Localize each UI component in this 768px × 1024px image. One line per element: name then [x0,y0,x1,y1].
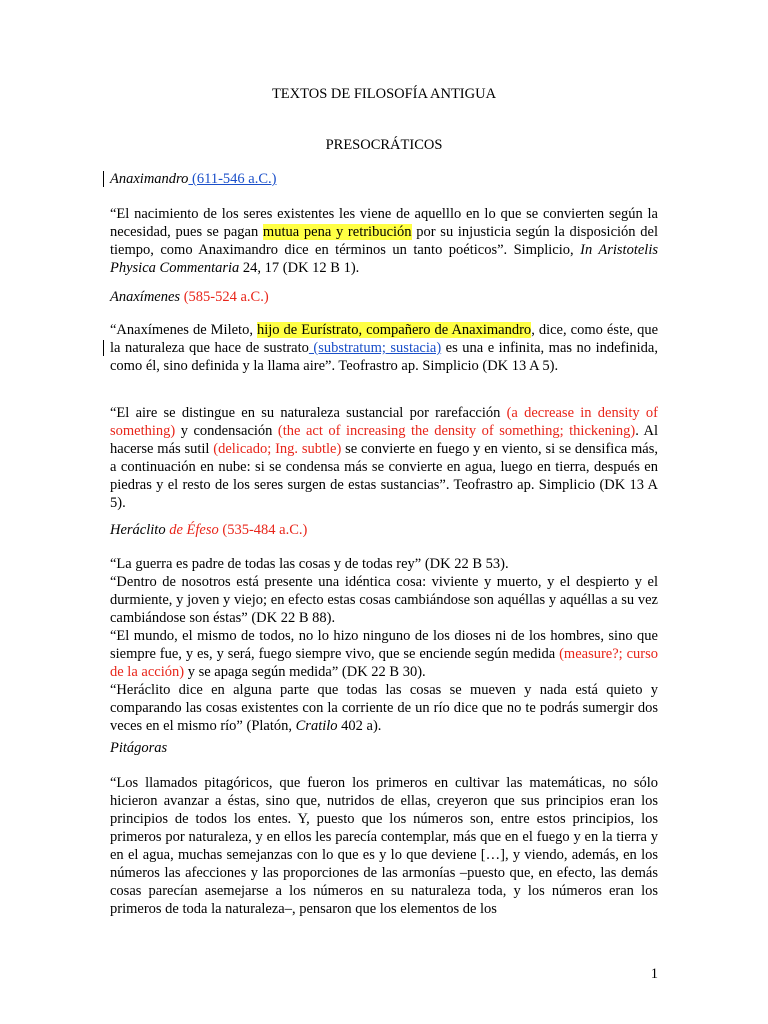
revision-mark [103,171,104,187]
annotation-note: (measure?; curso de la acción) [110,646,658,680]
quote-heraclito-1: “La guerra es padre de todas las cosas y de todas rey” (DK 22 B 53). [110,556,509,572]
quote-heraclito-4: “Heráclito dice en alguna parte que todas las cosas se mueven y nada está quieto y comparando las cosas existentes con la corriente de un río dice que no te podrás sumergir dos veces en el mismo río” (Platón, Cratilo 402 a). [110,682,658,734]
quote-pitagoras: “Los llamados pitagóricos, que fueron los primeros en cultivar las matemáticas, no sólo hicieron avanzar a éstas, sino que, nutridos de ellas, creyeron que sus principios eran los principios de todos los entes. Y, puesto que los números son, entre estos principios, los primeros por naturaleza, y en ellos les parecía contemplar, más que en el fuego y en la tierra y en el agua, muchas semejanzas con lo que es y lo que deviene […], y viendo, además, en los números las afecciones y las proporciones de las armonías –puesto que, en efecto, las demás cosas parecían asemejarse a los números en su naturaleza toda, y los números eran los primeros de toda la naturaleza–, pensaron que los elementos de los [110,775,658,917]
heading-pitagoras [110,740,167,757]
heading-name: Heráclito [110,522,166,538]
heading-name-suffix: de Éfeso [165,522,219,538]
highlighted-text: hijo de Eurístrato, compañero de Anaximandro [256,322,532,338]
heading-name: Anaximandro [110,171,189,187]
revision-mark [103,340,104,356]
highlighted-text: mutua pena y retribución [262,224,412,240]
document-title: TEXTOS DE FILOSOFÍA ANTIGUA [271,86,497,102]
annotation-note: (delicado; Ing. subtle) [213,441,342,457]
heading-anaximenes [110,289,269,306]
heading-dates: (535-484 a.C.) [218,522,308,538]
quote-anaximenes-2: “El aire se distingue en su naturaleza sustancial por rarefacción (a decrease in density of something) y condensación (the act of increasing the density of something; thickening). Al hacerse más sutil (delicado; Ing. subtle) se convierte en fuego y en viento, si se densifica más, a continuación en nube: si se condensa más se convierte en agua, luego en tierra, después en piedras y el resto de los seres surgen de estas sustancias”. Teofrastro ap. Simplicio (DK 13 A 5). [110,405,659,511]
quotes-heraclito [110,555,658,735]
annotation-note: (the act of increasing the density of something; thickening) [277,423,636,439]
page-number: 1 [650,966,658,982]
heading-name: Anaxímenes [110,289,181,305]
annotation-note: (a decrease in density of something) [110,405,658,439]
quote-anaximenes-1: “Anaxímenes de Mileto, hijo de Eurístrato, compañero de Anaximandro, dice, como éste, que la naturaleza que hace de sustrato (substratum; sustacia) es una e infinita, mas no indefinida, como él, sino definida y la llama aire”. Teofrastro ap. Simplicio (DK 13 A 5). [110,322,659,374]
heading-dates: (611-546 a.C.) [188,171,277,187]
heading-anaximandro [110,171,276,188]
quote-heraclito-3: “El mundo, el mismo de todos, no lo hizo ninguno de los dioses ni de los hombres, sino que siempre fue, y es, y será, fuego siempre vivo, que se enciende según medida (measure?; curso de la acción) y se apaga según medida” (DK 22 B 30). [110,628,658,680]
quote-heraclito-2: “Dentro de nosotros está presente una idéntica cosa: viviente y muerto, y el despierto y el durmiente, y joven y viejo; en efecto estas cosas cambiándose son aquéllas y aquéllas a su vez cambiándose son éstas” (DK 22 B 88). [110,574,658,626]
heading-dates: (585-524 a.C.) [180,289,269,305]
heading-name: Pitágoras [110,740,168,756]
heading-heraclito [110,522,307,539]
work-title: In Aristotelis Physica Commentaria [110,242,658,276]
work-title: Cratilo [295,718,338,734]
annotation-note: (substratum; sustacia) [308,340,442,356]
quote-anaximandro: “El nacimiento de los seres existentes les viene de aquelllo en lo que se convierten según la necesidad, pues se pagan mutua pena y retribución por su injusticia según la disposición del tiempo, como Anaximandro dice en términos un tanto poéticos”. Simplicio, In Aristotelis Physica Commentaria 24, 17 (DK 12 B 1). [110,206,658,276]
section-title: PRESOCRÁTICOS [325,137,443,153]
